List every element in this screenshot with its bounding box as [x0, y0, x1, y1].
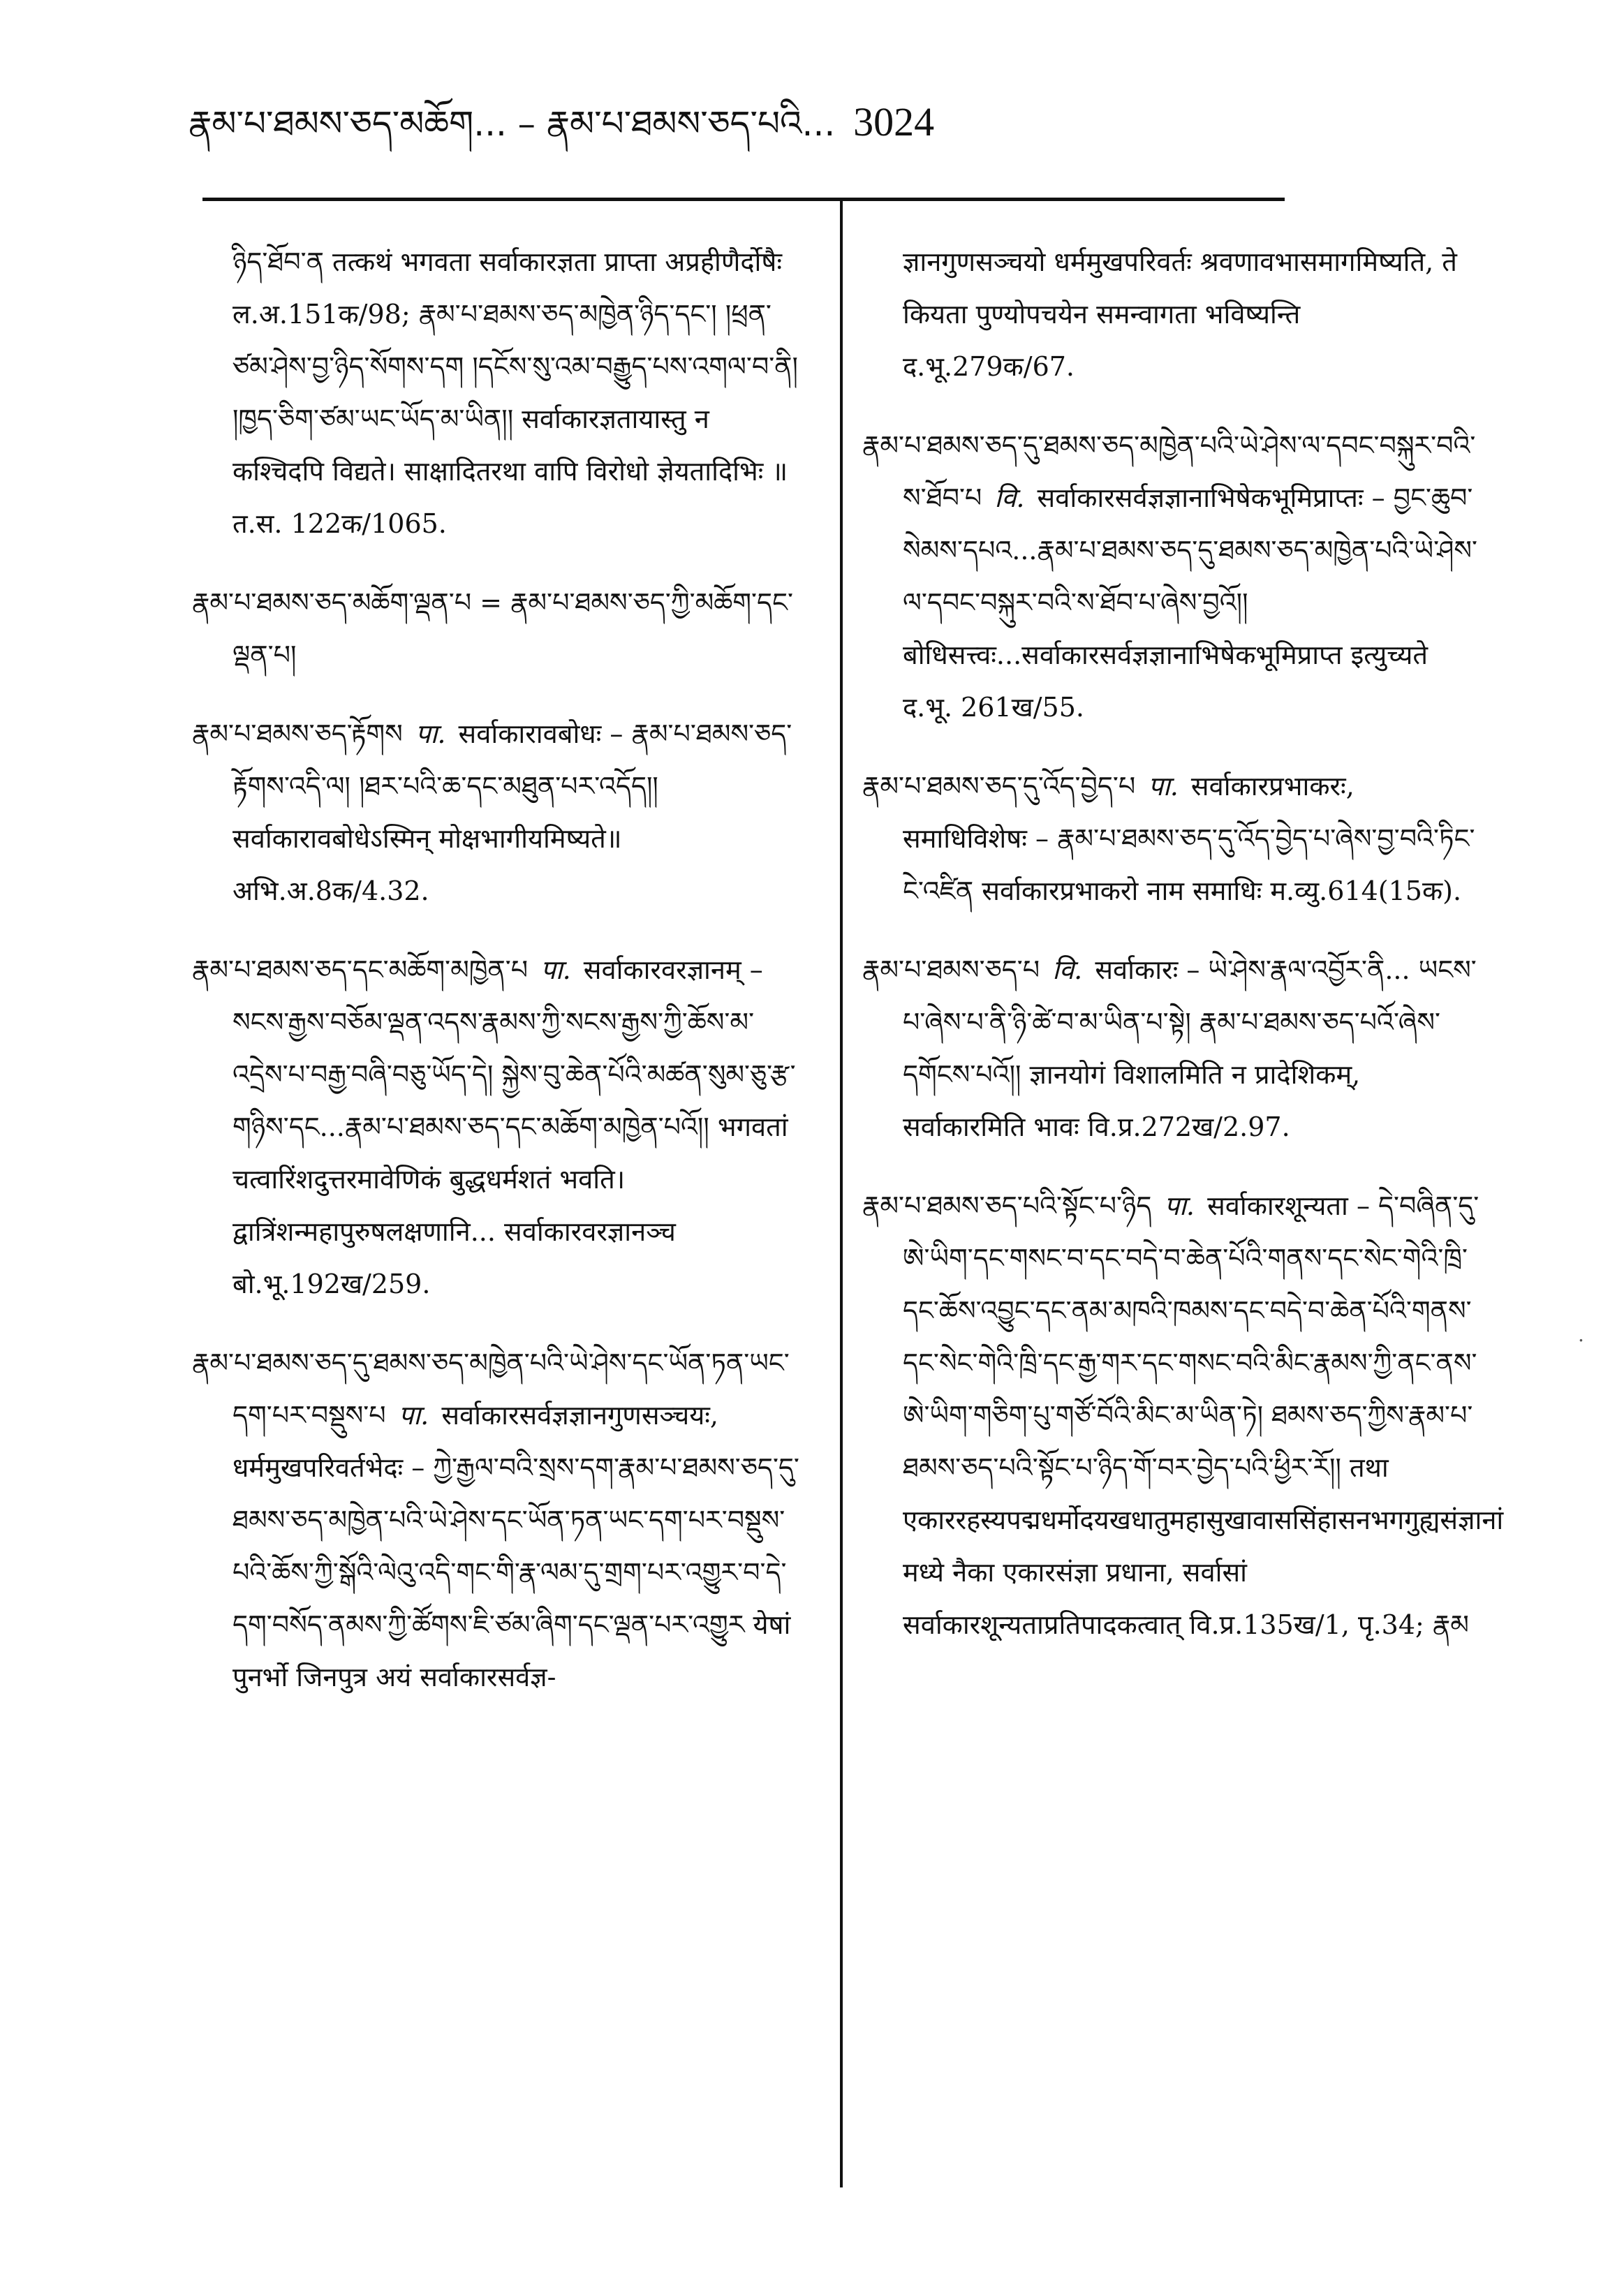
left-column [192, 209, 806, 1722]
header-dash: – [517, 103, 536, 144]
entry-pos: पा. [1148, 771, 1179, 802]
dictionary-entry [192, 708, 806, 917]
entry-text: = རྣམ་པ་ཐམས་ཅད་ཀྱི་མཆོག་དང་ལྡན་པ། [232, 587, 793, 670]
entry-pos: पा. [540, 954, 571, 985]
entry-pos: पा. [415, 718, 446, 749]
entry-text: सर्वाकारशून्यता – དེ་བཞིན་དུ་ཨེ་ཡིག་དང་གསང་བ་དང་བདེ་བ་ཆེན་པོའི་གནས་དང་སེང་གེའི་ཁྲི་དང་ཆོས་འབྱུང་དང་ནམ་མཁའི་ཁམས་དང་བདེ་བ་ཆེན་པོའི་གནས་དང་སེང་གེའི་ཁྲི་དང་རྒྱ་གར་དང་གསང་བའི་མིང་རྣམས་ཀྱི་ནང་ནས་ཨེ་ཡིག་གཅིག་པུ་གཙོ་བོའི་མིང་མ་ཡིན་ཏེ། ཐམས་ཅད་ཀྱིས་རྣམ་པ་ཐམས་ཅད་པའི་སྟོང་པ་ཉིད་གོ་བར་བྱེད་པའི་ཕྱིར་རོ།། तथा एकाररहस्यपद्मधर्मोदयखधातुमहासुखावाससिंहासनभगगुह्यसंज्ञानां मध्ये नैका एकारसंज्ञा प्रधाना, सर्वासां सर्वाकारशून्यताप्रतिपादकत्वात् वि.प्र.135ख/1, पृ.34; རྣམ [903, 1190, 1504, 1640]
entry-text: ज्ञानगुणसञ्चयो धर्ममुखपरिवर्तः श्रवणावभासमागमिष्यति, ते कियता पुण्योपचयेन समन्वागता भविष्यन्ति द.भू.279क/67. [903, 246, 1457, 382]
entry-text: ཉིད་ཐོབ་ན तत्कथं भगवता सर्वाकारज्ञता प्राप्ता अप्रहीणैर्दोषैः ल.अ.151क/98; རྣམ་པ་ཐམས་ཅད་མཁྱེན་ཉིད་དང་། །ཕྲན་ཙམ་ཤེས་བྱ་ཉིད་སོགས་དག །དངོས་སུ་འམ་བརྒྱུད་པས་འགལ་བ་ནི། །ཁྱད་ཅིག་ཙམ་ཡང་ཡོད་མ་ཡིན།། सर्वाकारज्ञतायास्तु न कश्चिदपि विद्यते। साक्षादितरथा वापि विरोधो ज्ञेयतादिभिः ॥ त.स. 122क/1065. [232, 246, 798, 539]
entry-headword: རྣམ་པ་ཐམས་ཅད་དུ་འོད་བྱེད་པ [862, 771, 1136, 802]
entry-headword: རྣམ་པ་ཐམས་ཅད་དུ་ཐམས་ཅད་མཁྱེན་པའི་ཡེ་ཤེས་དང་ཡོན་ཏན་ཡང་དག་པར་བསྡུས་པ [192, 1348, 790, 1431]
entry-pos: वि. [1052, 954, 1083, 985]
entry-pos: पा. [1164, 1190, 1195, 1221]
header-rule [202, 198, 1285, 201]
entry-text: सर्वाकारसर्वज्ञज्ञानाभिषेकभूमिप्राप्तः – བྱང་ཆུབ་སེམས་དཔའ...རྣམ་པ་ཐམས་ཅད་དུ་ཐམས་ཅད་མཁྱེན་པའི་ཡེ་ཤེས་ལ་དབང་བསྐུར་བའི་ས་ཐོབ་པ་ཞེས་བྱའོ།། बोधिसत्त्वः...सर्वाकारसर्वज्ञज्ञानाभिषेकभूमिप्राप्त इत्युच्यते द.भू. 261ख/55. [903, 482, 1478, 723]
entry-text: सर्वाकारसर्वज्ञज्ञानगुणसञ्चयः, धर्ममुखपरिवर्तभेदः – ཀྱེ་རྒྱལ་བའི་སྲས་དག་རྣམ་པ་ཐམས་ཅད་དུ་ཐམས་ཅད་མཁྱེན་པའི་ཡེ་ཤེས་དང་ཡོན་ཏན་ཡང་དག་པར་བསྡུས་པའི་ཆོས་ཀྱི་སྒོའི་ལེའུ་འདི་གང་གི་རྣ་ལམ་དུ་གྲག་པར་འགྱུར་བ་དེ་དག་བསོད་ནམས་ཀྱི་ཚོགས་ཇི་ཙམ་ཞིག་དང་ལྡན་པར་འགྱུར येषां पुनर्भो जिनपुत्र अयं सर्वाकारसर्वज्ञ- [232, 1400, 799, 1692]
entry-pos: वि. [994, 482, 1025, 513]
right-column [862, 209, 1504, 1669]
dictionary-entry [862, 1180, 1504, 1651]
entry-headword: རྣམ་པ་ཐམས་ཅད་དུ་ཐམས་ཅད་མཁྱེན་པའི་ཡེ་ཤེས་ལ་དབང་བསྐུར་བའི་ས་ཐོབ་པ [862, 430, 1476, 513]
dictionary-entry [862, 236, 1480, 393]
entry-headword: རྣམ་པ་ཐམས་ཅད་དང་མཆོག་མཁྱེན་པ [192, 954, 529, 985]
header-right-term: རྣམ་པ་ཐམས་ཅད་པའི... [546, 103, 836, 144]
entry-text: सर्वाकारावबोधः – རྣམ་པ་ཐམས་ཅད་རྟོགས་འདི་ལ། །ཐར་པའི་ཆ་དང་མཐུན་པར་འདོད།། सर्वाकारावबोधेऽस्मिन् मोक्षभागीयमिष्यते॥ अभि.अ.8क/4.32. [232, 718, 792, 906]
entry-text: सर्वाकारवरज्ञानम् – སངས་རྒྱས་བཅོམ་ལྡན་འདས་རྣམས་ཀྱི་སངས་རྒྱས་ཀྱི་ཆོས་མ་འདྲེས་པ་བརྒྱ་བཞི་བཅུ་ཡོད་དེ། སྐྱེས་བུ་ཆེན་པོའི་མཚན་སུམ་ཅུ་རྩ་གཉིས་དང...རྣམ་པ་ཐམས་ཅད་དང་མཆོག་མཁྱེན་པའོ།། भगवतां चत्वारिंशदुत्तरमावेणिकं बुद्धधर्मशतं भवति। द्वात्रिंशन्महापुरुषलक्षणानि... सर्वाकारवरज्ञानञ्च बो.भू.192ख/259. [232, 954, 796, 1299]
entry-headword: རྣམ་པ་ཐམས་ཅད་རྟོགས [192, 718, 403, 749]
column-divider [840, 198, 843, 2187]
dictionary-entry [862, 420, 1480, 734]
entry-headword: རྣམ་པ་ཐམས་ཅད་པ [862, 954, 1040, 985]
page-number: 3024 [853, 99, 935, 145]
dictionary-entry [862, 944, 1480, 1153]
dictionary-entry [862, 760, 1480, 917]
entry-text: सर्वाकारः – ཡེ་ཤེས་རྣལ་འབྱོར་ནི... ཡངས་པ་ཞེས་པ་ནི་ཉི་ཚེ་བ་མ་ཡིན་པ་སྟེ། རྣམ་པ་ཐམས་ཅད་པའོ་ཞེས་དགོངས་པའོ།། ज्ञानयोगं विशालमिति न प्रादेशिकम्, सर्वाकारमिति भावः वि.प्र.272ख/2.97. [903, 954, 1477, 1142]
entry-pos: पा. [398, 1400, 429, 1431]
entry-headword: རྣམ་པ་ཐམས་ཅད་པའི་སྟོང་པ་ཉིད [862, 1190, 1152, 1221]
dictionary-entry [192, 1337, 806, 1704]
dictionary-entry [192, 236, 806, 550]
running-header [189, 98, 957, 148]
entry-headword: རྣམ་པ་ཐམས་ཅད་མཆོག་ལྡན་པ [192, 587, 472, 618]
header-left-term: རྣམ་པ་ཐམས་ཅད་མཆོག... [189, 103, 507, 144]
margin-mark: . [1578, 1323, 1584, 1346]
dictionary-entry [192, 944, 806, 1311]
dictionary-entry [192, 577, 806, 681]
entry-text: सर्वाकारप्रभाकरः, समाधिविशेषः – རྣམ་པ་ཐམས་ཅད་དུ་འོད་བྱེད་པ་ཞེས་བྱ་བའི་ཏིང་ངེ་འཛིན सर्वाकारप्रभाकरो नाम समाधिः म.व्यु.614(15क). [903, 771, 1475, 906]
